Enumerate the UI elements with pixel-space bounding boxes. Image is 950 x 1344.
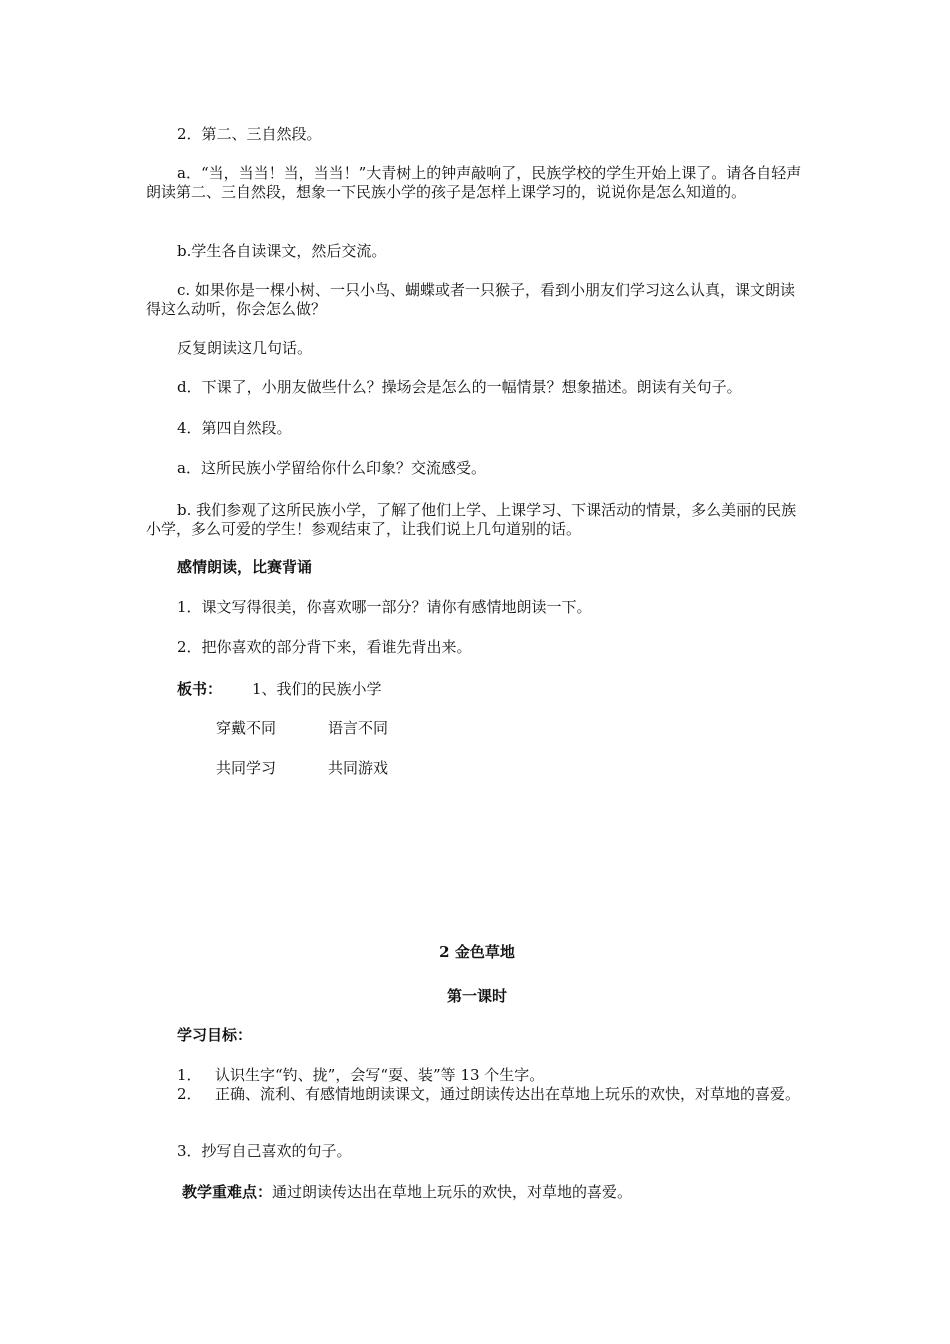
board-cell-study: 共同学习 bbox=[216, 759, 277, 777]
list-item bbox=[177, 1066, 808, 1085]
section-heading-recite: 感情朗读，比赛背诵 bbox=[177, 558, 313, 576]
lesson-title: 2 金色草地 bbox=[439, 943, 515, 961]
list-item-number: 2． bbox=[177, 1085, 202, 1103]
paragraph-2c: c. 如果你是一棵小树、一只小鸟、蝴蝶或者一只猴子，看到小朋友们学习这么认真，课文朗读得这么动听，你会怎么做？ bbox=[146, 281, 795, 318]
list-item-number: 1． bbox=[177, 1066, 202, 1084]
paragraph-2-heading: 2．第二、三自然段。 bbox=[177, 125, 322, 143]
goal-3: 3．抄写自己喜欢的句子。 bbox=[177, 1142, 352, 1160]
board-cell-dress: 穿戴不同 bbox=[216, 719, 277, 737]
board-heading bbox=[177, 680, 808, 699]
paragraph-2a: a．“当，当当！当，当当！”大青树上的钟声敲响了，民族学校的学生开始上课了。请各自轻声朗读第二、三自然段，想象一下民族小学的孩子是怎样上课学习的，说说你是怎么知道的。 bbox=[146, 164, 802, 201]
paragraph-repeat: 反复朗读这几句话。 bbox=[177, 339, 313, 357]
list-item-text: 正确、流利、有感情地朗读课文，通过朗读传达出在草地上玩乐的欢快，对草地的喜爱。 bbox=[215, 1085, 801, 1103]
recite-item-2: 2．把你喜欢的部分背下来，看谁先背出来。 bbox=[177, 638, 472, 656]
key-points bbox=[182, 1183, 808, 1202]
list-item-text: 认识生字“钓、拢”，会写“耍、装”等 13 个生字。 bbox=[215, 1066, 545, 1084]
paragraph-4a: a．这所民族小学留给你什么印象？交流感受。 bbox=[177, 459, 486, 477]
paragraph-4b: b. 我们参观了这所民族小学，了解了他们上学、上课学习、下课活动的情景，多么美丽的民族小学，多么可爱的学生！参观结束了，让我们说上几句道别的话。 bbox=[146, 501, 797, 538]
list-item bbox=[177, 1085, 808, 1104]
board-cell-play: 共同游戏 bbox=[328, 759, 389, 777]
board-cell-language: 语言不同 bbox=[328, 719, 389, 737]
goals-list bbox=[177, 1066, 808, 1104]
board-title: 1、我们的民族小学 bbox=[252, 680, 382, 698]
paragraph-2b: b.学生各自读课文，然后交流。 bbox=[177, 242, 387, 260]
recite-item-1: 1．课文写得很美，你喜欢哪一部分？请你有感情地朗读一下。 bbox=[177, 598, 592, 616]
key-points-label: 教学重难点： bbox=[182, 1183, 273, 1201]
key-points-text: 通过朗读传达出在草地上玩乐的欢快，对草地的喜爱。 bbox=[272, 1183, 633, 1201]
paragraph-4-heading: 4．第四自然段。 bbox=[177, 419, 292, 437]
goals-label: 学习目标： bbox=[177, 1026, 253, 1044]
board-label: 板书： bbox=[177, 680, 223, 698]
paragraph-2d: d．下课了，小朋友做些什么？操场会是怎么的一幅情景？想象描述。朗读有关句子。 bbox=[177, 378, 742, 396]
lesson-subtitle: 第一课时 bbox=[446, 987, 507, 1005]
